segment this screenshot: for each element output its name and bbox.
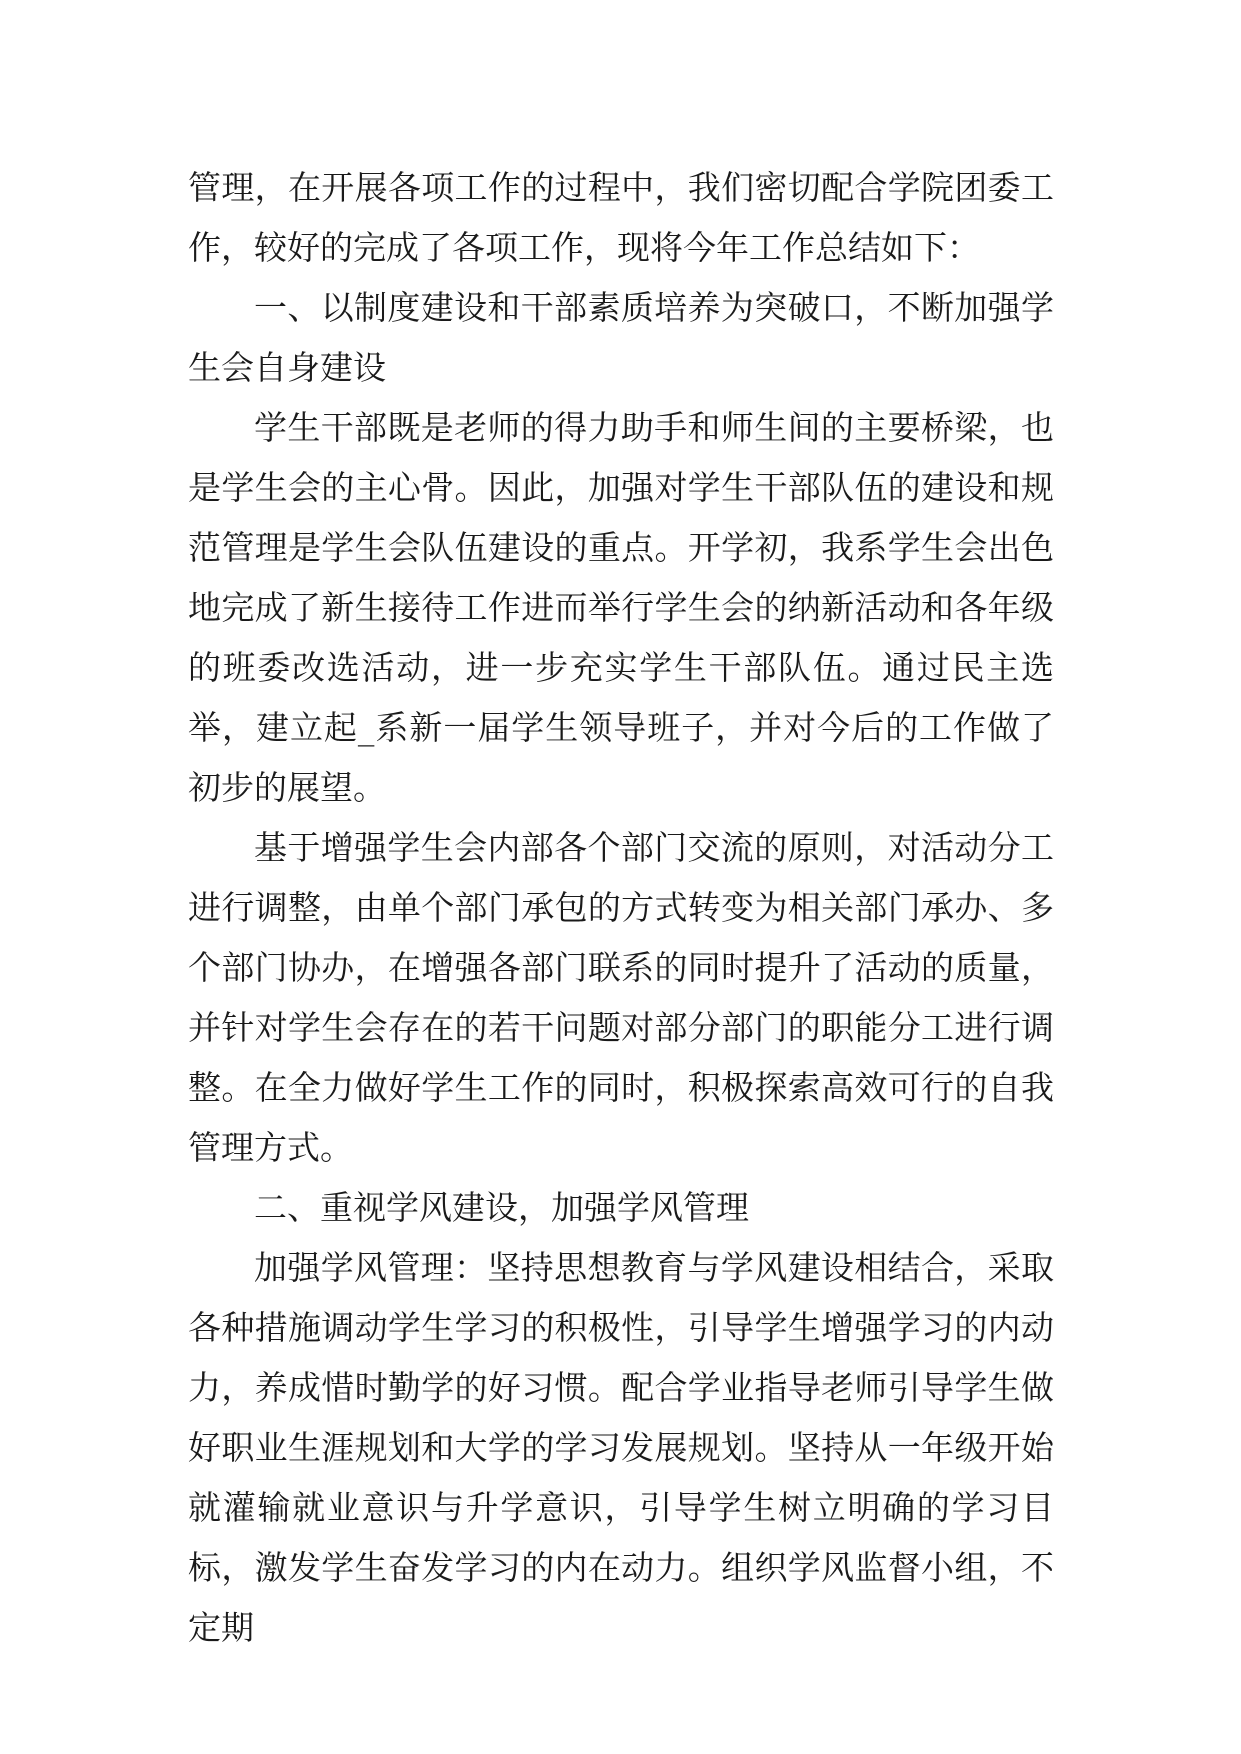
section-heading-1: 一、以制度建设和干部素质培养为突破口，不断加强学生会自身建设	[188, 288, 1054, 387]
section-heading-2: 二、重视学风建设，加强学风管理	[254, 1188, 749, 1227]
paragraph-continuation: 管理，在开展各项工作的过程中，我们密切配合学院团委工作，较好的完成了各项工作，现将今年工作总结如下：	[188, 168, 1054, 267]
paragraph-department-adjustment: 基于增强学生会内部各个部门交流的原则，对活动分工进行调整，由单个部门承包的方式转变为相关部门承办、多个部门协办，在增强各部门联系的同时提升了活动的质量，并针对学生会存在的若干问题对部分部门的职能分工进行调整。在全力做好学生工作的同时，积极探索高效可行的自我管理方式。	[188, 828, 1054, 1167]
paragraph-student-cadres: 学生干部既是老师的得力助手和师生间的主要桥梁，也是学生会的主心骨。因此，加强对学生干部队伍的建设和规范管理是学生会队伍建设的重点。开学初，我系学生会出色地完成了新生接待工作进而举行学生会的纳新活动和各年级的班委改选活动，进一步充实学生干部队伍。通过民主选举，建立起_系新一届学生领导班子，并对今后的工作做了初步的展望。	[188, 408, 1054, 807]
document-body	[188, 158, 1054, 1658]
paragraph-study-style: 加强学风管理：坚持思想教育与学风建设相结合，采取各种措施调动学生学习的积极性，引导学生增强学习的内动力，养成惜时勤学的好习惯。配合学业指导老师引导学生做好职业生涯规划和大学的学习发展规划。坚持从一年级开始就灌输就业意识与升学意识，引导学生树立明确的学习目标，激发学生奋发学习的内在动力。组织学风监督小组，不定期	[188, 1248, 1054, 1647]
